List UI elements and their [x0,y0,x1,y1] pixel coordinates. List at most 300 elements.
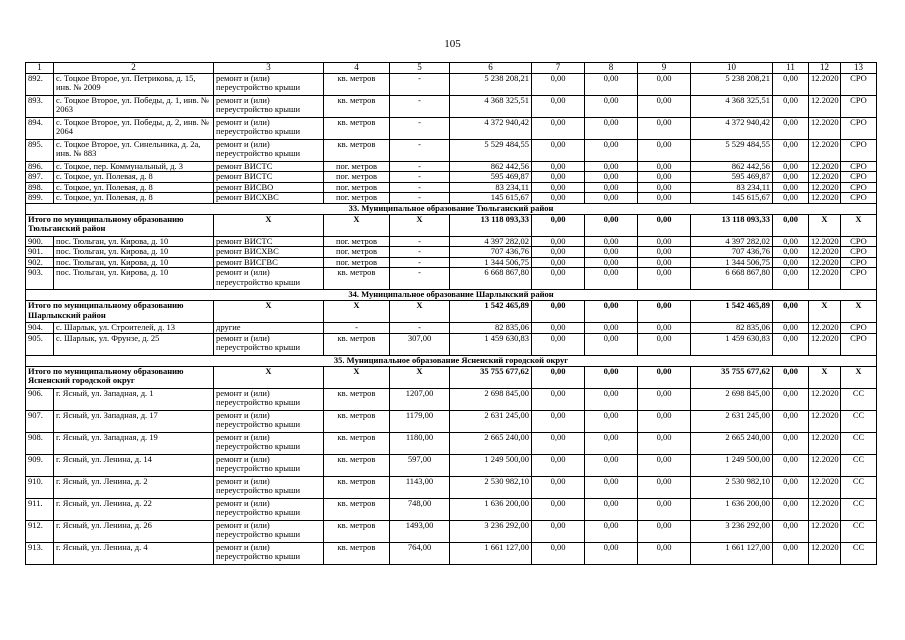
table-cell: 3 236 292,00 [450,520,532,542]
table-cell: 0,00 [773,139,809,161]
subtotal-cell: X [214,366,324,388]
table-cell: ремонт и (или) переустройство крыши [214,117,324,139]
table-cell: 1 661 127,00 [450,542,532,564]
table-cell: 0,00 [532,498,585,520]
table-cell: пог. метров [324,257,390,268]
table-cell: с. Тоцкое, ул. Полевая, д. 8 [54,182,214,193]
table-cell: 0,00 [585,410,638,432]
table-cell: 0,00 [585,454,638,476]
table-cell: 907. [26,410,54,432]
table-cell: 0,00 [638,117,691,139]
table-cell: СРО [841,193,877,204]
table-cell: 6 668 867,80 [450,268,532,290]
table-cell: кв. метров [324,542,390,564]
table-cell: кв. метров [324,333,390,355]
table-cell: 0,00 [638,333,691,355]
table-cell: ремонт и (или) переустройство крыши [214,454,324,476]
table-cell: 902. [26,257,54,268]
table-cell: 0,00 [532,520,585,542]
table-cell: кв. метров [324,139,390,161]
table-cell: кв. метров [324,95,390,117]
table-cell: с. Тоцкое, пер. Коммунальный, д. 3 [54,161,214,172]
column-number-cell: 10 [691,63,773,74]
subtotal-cell: X [841,366,877,388]
table-cell: ремонт ВИСХВС [214,247,324,258]
subtotal-cell: 35 755 677,62 [691,366,773,388]
table-cell: 12.2020 [809,498,841,520]
table-cell: 911. [26,498,54,520]
table-cell: 903. [26,268,54,290]
table-cell: 0,00 [773,498,809,520]
table-row [26,257,877,268]
table-cell: 0,00 [532,95,585,117]
subtotal-cell: 1 542 465,89 [691,301,773,323]
subtotal-label: Итого по муниципальному образованию Тюльганский район [26,214,214,236]
table-cell: 0,00 [773,323,809,334]
section-heading-row [26,203,877,214]
column-number-cell: 9 [638,63,691,74]
table-cell: г. Ясный, ул. Ленина, д. 26 [54,520,214,542]
table-cell: СС [841,432,877,454]
table-cell: СРО [841,236,877,247]
subtotal-cell: 0,00 [532,301,585,323]
table-cell: 1179,00 [390,410,450,432]
table-cell: 908. [26,432,54,454]
table-cell: 707 436,76 [450,247,532,258]
table-cell: 2 631 245,00 [450,410,532,432]
table-cell: 0,00 [773,476,809,498]
table-cell: СРО [841,268,877,290]
table-cell: - [390,323,450,334]
subtotal-cell: 0,00 [773,366,809,388]
table-cell: ремонт и (или) переустройство крыши [214,388,324,410]
table-row [26,172,877,183]
table-cell: с. Шарлык, ул. Фрунзе, д. 25 [54,333,214,355]
column-number-cell: 8 [585,63,638,74]
table-cell: ремонт ВИСХВС [214,193,324,204]
subtotal-cell: 0,00 [638,214,691,236]
table-cell: 5 238 208,21 [450,73,532,95]
table-cell: 862 442,56 [450,161,532,172]
table-cell: 900. [26,236,54,247]
table-cell: СРО [841,117,877,139]
table-cell: 0,00 [638,182,691,193]
table-cell: 145 615,67 [691,193,773,204]
table-cell: пос. Тюльган, ул. Кирова, д. 10 [54,236,214,247]
table-cell: ремонт и (или) переустройство крыши [214,95,324,117]
table-cell: 0,00 [585,268,638,290]
subtotal-cell: X [809,366,841,388]
table-cell: СС [841,454,877,476]
table-cell: - [390,257,450,268]
table-cell: пог. метров [324,182,390,193]
subtotal-cell: X [809,301,841,323]
table-cell: 0,00 [773,236,809,247]
subtotal-cell: X [390,301,450,323]
column-number-cell: 3 [214,63,324,74]
table-cell: 2 530 982,10 [450,476,532,498]
subtotal-cell: X [214,301,324,323]
table-cell: 0,00 [773,117,809,139]
table-cell: 892. [26,73,54,95]
table-cell: 1 344 506,75 [450,257,532,268]
table-cell: 0,00 [585,498,638,520]
table-cell: 2 698 845,00 [691,388,773,410]
subtotal-cell: 13 118 093,33 [450,214,532,236]
table-cell: 597,00 [390,454,450,476]
table-cell: ремонт и (или) переустройство крыши [214,73,324,95]
table-row [26,182,877,193]
table-cell: СРО [841,161,877,172]
table-cell: - [390,247,450,258]
table-cell: 5 529 484,55 [691,139,773,161]
table-cell: 595 469,87 [691,172,773,183]
table-cell: 0,00 [773,410,809,432]
table-cell: 1207,00 [390,388,450,410]
table-cell: 12.2020 [809,388,841,410]
column-number-cell: 2 [54,63,214,74]
table-cell: пог. метров [324,193,390,204]
table-cell: кв. метров [324,410,390,432]
table-cell: 4 397 282,02 [691,236,773,247]
table-cell: 1 344 506,75 [691,257,773,268]
table-cell: 895. [26,139,54,161]
subtotal-cell: 0,00 [585,214,638,236]
table-cell: 0,00 [532,73,585,95]
subtotal-cell: 13 118 093,33 [691,214,773,236]
table-cell: 4 368 325,51 [691,95,773,117]
table-cell: ремонт и (или) переустройство крыши [214,333,324,355]
table-cell: 1143,00 [390,476,450,498]
table-cell: 0,00 [773,520,809,542]
table-cell: с. Тоцкое Второе, ул. Синельника, д. 2а, инв. № 883 [54,139,214,161]
table-cell: 0,00 [638,542,691,564]
table-cell: 145 615,67 [450,193,532,204]
table-cell: 0,00 [532,432,585,454]
table-cell: 0,00 [638,520,691,542]
table-cell: 12.2020 [809,117,841,139]
table-cell: 0,00 [532,182,585,193]
table-cell: с. Тоцкое, ул. Полевая, д. 8 [54,193,214,204]
table-cell: 0,00 [585,182,638,193]
table-cell: 0,00 [532,161,585,172]
table-cell: г. Ясный, ул. Западная, д. 1 [54,388,214,410]
table-row [26,432,877,454]
subtotal-cell: X [841,214,877,236]
table-cell: 2 530 982,10 [691,476,773,498]
table-cell: ремонт и (или) переустройство крыши [214,542,324,564]
table-cell: кв. метров [324,476,390,498]
table-row [26,323,877,334]
table-cell: 0,00 [532,410,585,432]
table-row [26,268,877,290]
table-row [26,117,877,139]
table-cell: 12.2020 [809,161,841,172]
table-cell: 82 835,06 [450,323,532,334]
table-cell: кв. метров [324,498,390,520]
subtotal-label: Итого по муниципальному образованию Ясненский городской округ [26,366,214,388]
table-cell: 0,00 [773,454,809,476]
subtotal-cell: 0,00 [773,301,809,323]
table-cell: 0,00 [532,172,585,183]
table-cell: СС [841,410,877,432]
table-cell: ремонт ВИСТС [214,161,324,172]
table-cell: ремонт и (или) переустройство крыши [214,139,324,161]
table-cell: 12.2020 [809,268,841,290]
table-cell: 0,00 [585,193,638,204]
table-cell: другие [214,323,324,334]
table-cell: СС [841,388,877,410]
table-cell: г. Ясный, ул. Западная, д. 17 [54,410,214,432]
table-cell: 0,00 [585,432,638,454]
table-cell: г. Ясный, ул. Ленина, д. 2 [54,476,214,498]
table-cell: 595 469,87 [450,172,532,183]
table-cell: с. Тоцкое, ул. Полевая, д. 8 [54,172,214,183]
table-row [26,73,877,95]
table-cell: 0,00 [773,182,809,193]
table-row [26,520,877,542]
table-cell: г. Ясный, ул. Западная, д. 19 [54,432,214,454]
table-row [26,247,877,258]
column-number-cell: 5 [390,63,450,74]
table-cell: 0,00 [773,333,809,355]
table-cell: - [390,172,450,183]
table-cell: СРО [841,73,877,95]
table-cell: 1 249 500,00 [691,454,773,476]
column-number-cell: 1 [26,63,54,74]
subtotal-cell: 0,00 [585,366,638,388]
table-cell: 0,00 [585,161,638,172]
table-cell: - [390,236,450,247]
column-number-cell: 4 [324,63,390,74]
table-cell: пог. метров [324,172,390,183]
table-cell: 0,00 [532,247,585,258]
column-number-cell: 11 [773,63,809,74]
table-cell: 0,00 [773,388,809,410]
table-cell: 4 368 325,51 [450,95,532,117]
table-cell: 905. [26,333,54,355]
table-cell: кв. метров [324,268,390,290]
table-cell: 0,00 [638,193,691,204]
table-cell: 12.2020 [809,182,841,193]
table-cell: - [390,117,450,139]
table-cell: 0,00 [773,247,809,258]
table-cell: 12.2020 [809,454,841,476]
table-cell: пог. метров [324,236,390,247]
table-cell: - [324,323,390,334]
table-cell: 707 436,76 [691,247,773,258]
table-cell: кв. метров [324,520,390,542]
table-row [26,139,877,161]
table-cell: 307,00 [390,333,450,355]
table-cell: 0,00 [532,257,585,268]
table-cell: 12.2020 [809,333,841,355]
table-cell: 2 698 845,00 [450,388,532,410]
table-cell: 0,00 [638,388,691,410]
table-cell: 12.2020 [809,520,841,542]
table-row [26,388,877,410]
table-cell: 0,00 [773,95,809,117]
subtotal-row [26,214,877,236]
subtotal-row [26,366,877,388]
table-cell: 0,00 [638,236,691,247]
table-cell: 896. [26,161,54,172]
table-cell: ремонт и (или) переустройство крыши [214,476,324,498]
table-cell: ремонт и (или) переустройство крыши [214,268,324,290]
table-cell: кв. метров [324,432,390,454]
table-cell: СРО [841,95,877,117]
table-cell: 0,00 [773,542,809,564]
table-cell: ремонт и (или) переустройство крыши [214,410,324,432]
table-cell: пог. метров [324,161,390,172]
table-cell: 0,00 [532,117,585,139]
table-cell: - [390,73,450,95]
table-cell: 0,00 [585,257,638,268]
table-row [26,410,877,432]
table-cell: 0,00 [638,268,691,290]
table-cell: СС [841,520,877,542]
subtotal-cell: X [809,214,841,236]
subtotal-cell: X [390,366,450,388]
table-cell: 0,00 [638,410,691,432]
table-cell: 0,00 [638,323,691,334]
table-cell: 0,00 [532,139,585,161]
table-cell: 4 397 282,02 [450,236,532,247]
subtotal-cell: 0,00 [532,366,585,388]
table-cell: 912. [26,520,54,542]
table-cell: СС [841,498,877,520]
table-cell: кв. метров [324,454,390,476]
table-cell: 12.2020 [809,236,841,247]
table-cell: 0,00 [638,257,691,268]
subtotal-cell: 0,00 [773,214,809,236]
table-cell: СС [841,476,877,498]
column-number-cell: 13 [841,63,877,74]
table-cell: 1 459 630,83 [691,333,773,355]
table-cell: - [390,139,450,161]
subtotal-cell: X [214,214,324,236]
table-cell: 0,00 [585,333,638,355]
table-cell: 12.2020 [809,139,841,161]
table-cell: 4 372 940,42 [450,117,532,139]
table-cell: 748,00 [390,498,450,520]
table-cell: 0,00 [638,247,691,258]
table-cell: с. Тоцкое Второе, ул. Победы, д. 1, инв. № 2063 [54,95,214,117]
table-cell: 0,00 [638,95,691,117]
table-cell: кв. метров [324,117,390,139]
table-cell: 0,00 [532,236,585,247]
table-cell: пос. Тюльган, ул. Кирова, д. 10 [54,268,214,290]
table-cell: 0,00 [585,247,638,258]
table-cell: 909. [26,454,54,476]
table-cell: СРО [841,139,877,161]
table-cell: с. Шарлык, ул. Строителей, д. 13 [54,323,214,334]
table-cell: 894. [26,117,54,139]
table-cell: 1 459 630,83 [450,333,532,355]
table-cell: 12.2020 [809,476,841,498]
table-cell: 83 234,11 [691,182,773,193]
table-cell: 2 631 245,00 [691,410,773,432]
table-cell: 12.2020 [809,95,841,117]
table-cell: СРО [841,333,877,355]
table-cell: 2 665 240,00 [450,432,532,454]
table-cell: 5 529 484,55 [450,139,532,161]
table-cell: СРО [841,247,877,258]
column-number-cell: 12 [809,63,841,74]
subtotal-cell: X [324,214,390,236]
table-cell: 0,00 [773,268,809,290]
table-row [26,193,877,204]
subtotal-cell: 0,00 [532,214,585,236]
table-cell: 12.2020 [809,432,841,454]
table-cell: 0,00 [585,476,638,498]
table-cell: 0,00 [638,139,691,161]
table-cell: г. Ясный, ул. Ленина, д. 22 [54,498,214,520]
subtotal-label: Итого по муниципальному образованию Шарлыкский район [26,301,214,323]
table-cell: 0,00 [585,520,638,542]
subtotal-cell: 35 755 677,62 [450,366,532,388]
table-cell: кв. метров [324,73,390,95]
table-cell: 0,00 [585,117,638,139]
table-cell: пос. Тюльган, ул. Кирова, д. 10 [54,257,214,268]
table-cell: 899. [26,193,54,204]
table-cell: 0,00 [532,454,585,476]
table-cell: 0,00 [773,73,809,95]
table-cell: 82 835,06 [691,323,773,334]
table-cell: 0,00 [638,161,691,172]
subtotal-cell: 1 542 465,89 [450,301,532,323]
table-cell: 913. [26,542,54,564]
table-cell: 12.2020 [809,257,841,268]
table-cell: 0,00 [585,95,638,117]
subtotal-cell: X [390,214,450,236]
table-cell: 0,00 [532,268,585,290]
table-cell: 0,00 [585,388,638,410]
table-cell: 862 442,56 [691,161,773,172]
table-cell: ремонт и (или) переустройство крыши [214,432,324,454]
table-cell: ремонт ВИСТС [214,236,324,247]
table-cell: 0,00 [532,388,585,410]
table-cell: 1 249 500,00 [450,454,532,476]
table-cell: - [390,268,450,290]
subtotal-cell: X [324,366,390,388]
table-cell: 4 372 940,42 [691,117,773,139]
subtotal-cell: 0,00 [638,366,691,388]
table-row [26,542,877,564]
subtotal-cell: X [841,301,877,323]
table-row [26,95,877,117]
table-cell: 910. [26,476,54,498]
table-cell: 1 636 200,00 [691,498,773,520]
table-cell: - [390,182,450,193]
table-cell: 0,00 [638,432,691,454]
table-cell: 12.2020 [809,172,841,183]
table-row [26,454,877,476]
table-cell: 0,00 [532,333,585,355]
table-cell: с. Тоцкое Второе, ул. Победы, д. 2, инв. № 2064 [54,117,214,139]
table-cell: 0,00 [532,193,585,204]
table-cell: 12.2020 [809,73,841,95]
section-heading: 33. Муниципальное образование Тюльганский район [26,203,877,214]
table-cell: с. Тоцкое Второе, ул. Петрикова, д. 15, инв. № 2009 [54,73,214,95]
table-cell: 0,00 [585,236,638,247]
table-cell: 893. [26,95,54,117]
table-cell: СС [841,542,877,564]
subtotal-cell: 0,00 [585,301,638,323]
table-cell: 12.2020 [809,410,841,432]
table-cell: ремонт и (или) переустройство крыши [214,520,324,542]
table-cell: 764,00 [390,542,450,564]
